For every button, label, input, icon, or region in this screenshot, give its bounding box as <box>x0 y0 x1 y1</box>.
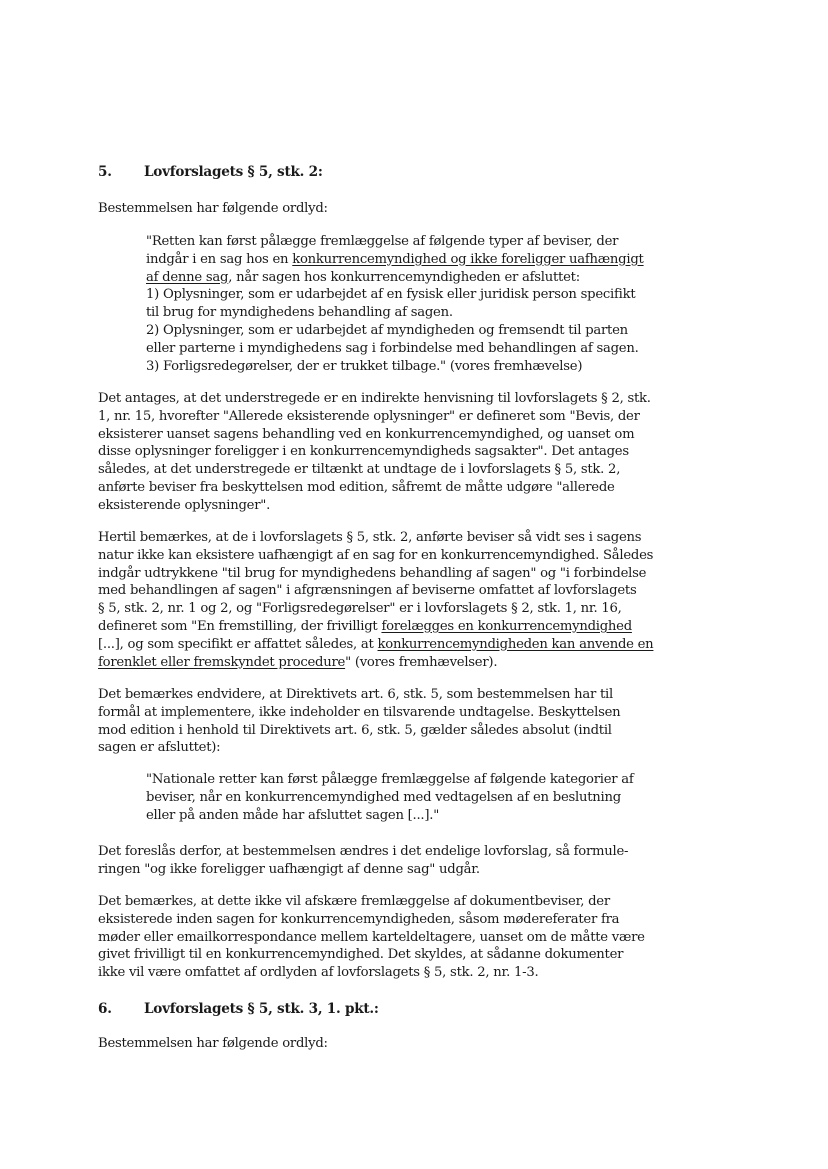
text-line: Hertil bemærkes, at de i lovforslagets § 5, stk. 2, anførte beviser så vidt ses i sagens <box>98 530 642 545</box>
directive-quote <box>146 771 634 824</box>
text-line: Det bemærkes endvidere, at Direktivets art. 6, stk. 5, som bestemmelsen har til <box>98 687 613 702</box>
text-line: anførte beviser fra beskyttelsen mod edition, såfremt de måtte udgøre "allerede <box>98 479 615 495</box>
text-line: givet frivilligt til en konkurrencemyndighed. Det skyldes, at sådanne dokumenter <box>98 947 624 963</box>
underlined-text: forenklet eller fremskyndet procedure <box>98 654 346 670</box>
paragraph-5 <box>98 893 645 982</box>
text-line: sagen er afsluttet): <box>98 740 221 756</box>
text-line: således, at det understregede er tiltænkt at undtage de i lovforslagets § 5, stk. 2, <box>98 462 621 478</box>
text-line: formål at implementere, ikke indeholder en tilsvarende undtagelse. Beskyttelsen <box>98 704 621 720</box>
underlined-text: konkurrencemyndighed og ikke foreligger uafhængigt <box>292 251 644 267</box>
quote-line: "Nationale retter kan først pålægge fremlæggelse af følgende kategorier af <box>146 772 634 787</box>
text-line <box>98 618 632 636</box>
section-title: Lovforslagets § 5, stk. 2: <box>144 164 323 180</box>
underlined-text: forelægges en konkurrencemyndighed <box>381 618 632 634</box>
quote-line: 1) Oplysninger, som er udarbejdet af en fysisk eller juridisk person specifikt <box>146 287 636 303</box>
text-line: eksisterede inden sagen for konkurrencemyndigheden, såsom mødereferater fra <box>98 911 620 927</box>
text-line: mod edition i henhold til Direktivets art. 6, stk. 5, gælder således absolut (indtil <box>98 722 612 738</box>
text-line: ikke vil være omfattet af ordlyden af lovforslagets § 5, stk. 2, nr. 1-3. <box>98 965 539 981</box>
quote-line: beviser, når en konkurrencemyndighed med vedtagelsen af en beslutning <box>146 789 621 805</box>
quote-line: 3) Forligsredegørelser, der er trukket tilbage." (vores fremhævelse) <box>146 358 583 374</box>
statute-quote <box>146 233 644 375</box>
section-6-intro: Bestemmelsen har følgende ordlyd: <box>98 1036 328 1051</box>
body-text: " (vores fremhævelser). <box>345 654 498 670</box>
quote-text: indgår i en sag hos en <box>146 251 293 267</box>
body-text: [...], og som specifikt er affattet således, at <box>98 636 378 652</box>
quote-line <box>146 269 596 287</box>
text-line <box>98 654 598 672</box>
underlined-text: af denne sag <box>146 269 229 285</box>
section-5-heading <box>98 164 323 180</box>
text-line <box>98 636 654 654</box>
quote-line: eller på anden måde har afsluttet sagen [...]." <box>146 807 440 823</box>
text-line: eksisterende oplysninger". <box>98 497 271 513</box>
section-title: Lovforslagets § 5, stk. 3, 1. pkt.: <box>144 1001 379 1017</box>
quote-line: "Retten kan først pålægge fremlæggelse af følgende typer af beviser, der <box>146 234 619 249</box>
text-line: eksisterer uanset sagens behandling ved en konkurrencemyndighed, og uanset om <box>98 426 635 442</box>
section-5-intro: Bestemmelsen har følgende ordlyd: <box>98 201 328 216</box>
text-line: natur ikke kan eksistere uafhængigt af en sag for en konkurrencemyndighed. Således <box>98 547 654 563</box>
underlined-text: konkurrencemyndigheden kan anvende en <box>377 636 654 652</box>
section-6-heading <box>98 1001 379 1017</box>
quote-line <box>146 251 644 269</box>
section-number: 5. <box>98 164 112 180</box>
quote-line: til brug for myndighedens behandling af sagen. <box>146 305 453 321</box>
text-line: Det foreslås derfor, at bestemmelsen ændres i det endelige lovforslag, så formule- <box>98 844 629 859</box>
text-line: disse oplysninger foreligger i en konkurrencemyndigheds sagsakter". Det antages <box>98 444 629 460</box>
quote-line: eller parterne i myndighedens sag i forbindelse med behandlingen af sagen. <box>146 340 639 356</box>
paragraph-1 <box>98 390 651 515</box>
section-number: 6. <box>98 1001 112 1017</box>
body-text: defineret som "En fremstilling, der frivilligt <box>98 618 382 634</box>
paragraph-2 <box>98 529 654 671</box>
text-line: § 5, stk. 2, nr. 1 og 2, og "Forligsredegørelser" er i lovforslagets § 2, stk. 1, nr. 16, <box>98 601 622 617</box>
text-line: møder eller emailkorrespondance mellem karteldeltagere, uanset om de måtte være <box>98 929 645 945</box>
text-line: med behandlingen af sagen" i afgrænsningen af beviserne omfattet af lovforslagets <box>98 583 637 599</box>
paragraph-3 <box>98 686 621 757</box>
text-line: Det bemærkes, at dette ikke vil afskære fremlæggelse af dokumentbeviser, der <box>98 894 610 909</box>
text-line: Det antages, at det understregede er en indirekte henvisning til lovforslagets § 2, stk. <box>98 391 651 406</box>
text-line: indgår udtrykkene "til brug for myndighedens behandling af sagen" og "i forbindelse <box>98 565 647 581</box>
quote-line: 2) Oplysninger, som er udarbejdet af myndigheden og fremsendt til parten <box>146 322 628 338</box>
paragraph-4 <box>98 843 629 879</box>
text-line: ringen "og ikke foreligger uafhængigt af denne sag" udgår. <box>98 861 480 877</box>
text-line: 1, nr. 15, hvorefter "Allerede eksisterende oplysninger" er defineret som "Bevis, der <box>98 408 640 424</box>
quote-text: , når sagen hos konkurrencemyndigheden er afsluttet: <box>228 269 580 285</box>
